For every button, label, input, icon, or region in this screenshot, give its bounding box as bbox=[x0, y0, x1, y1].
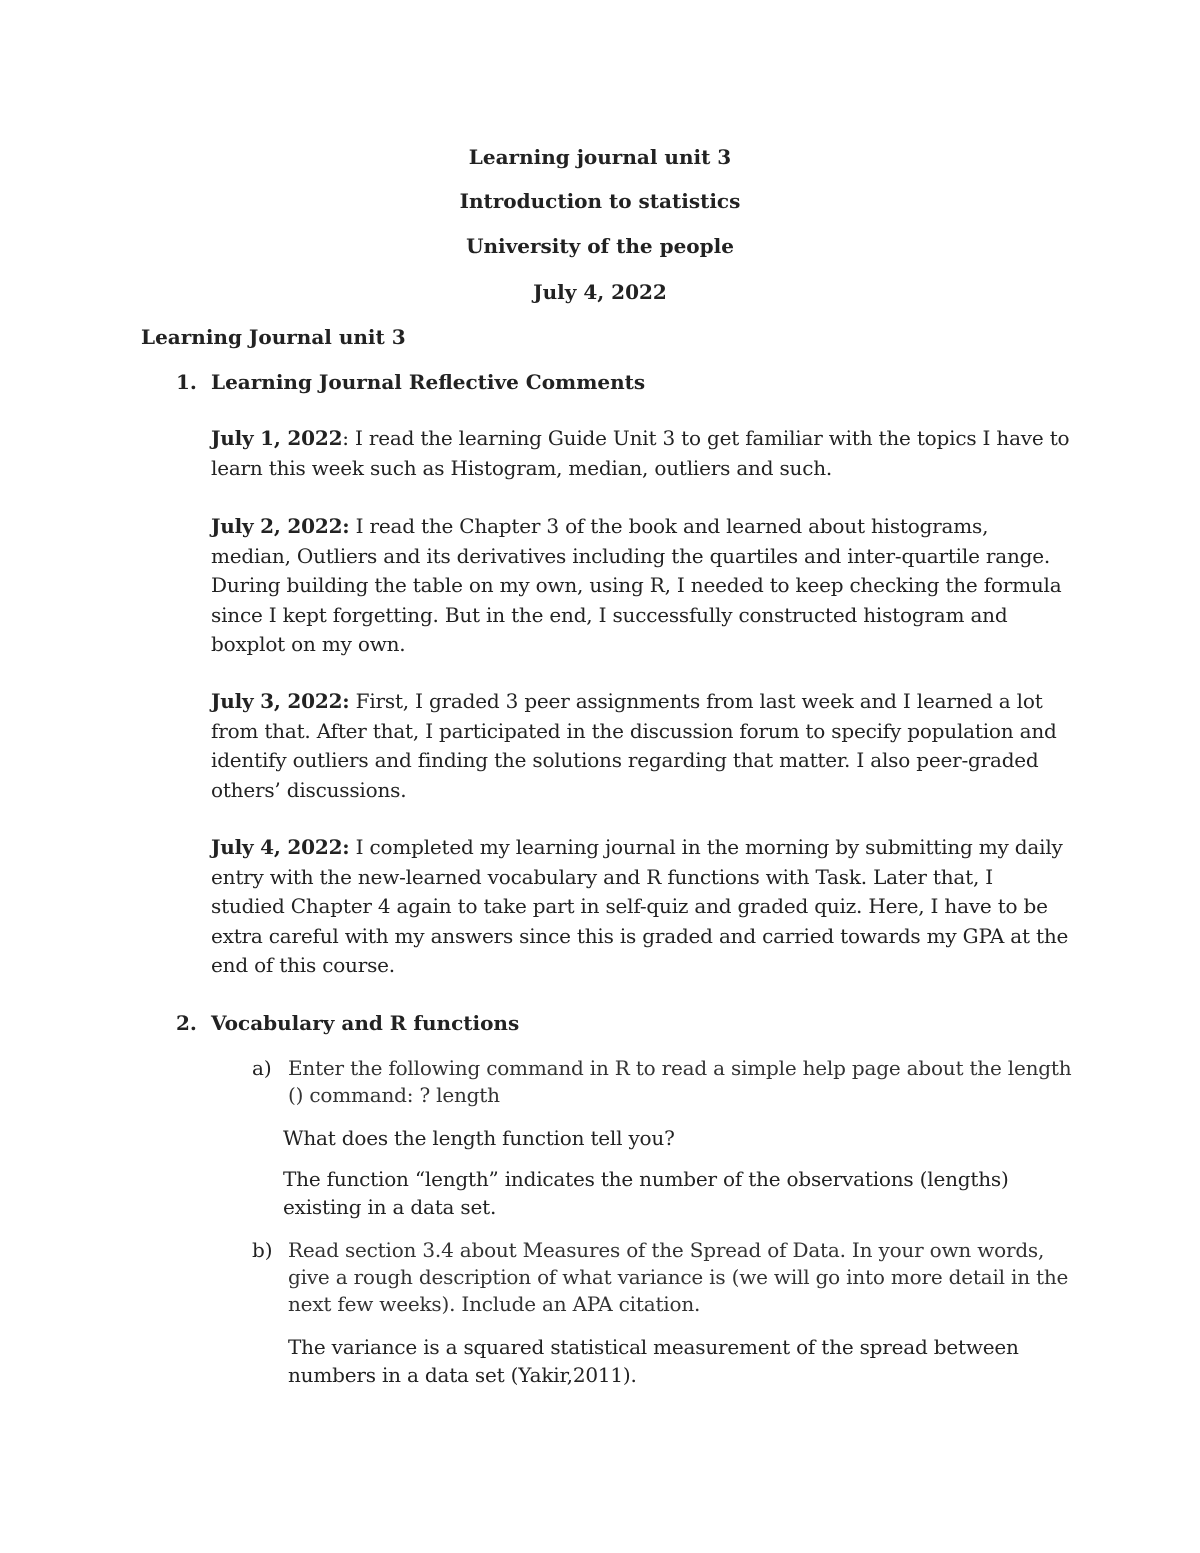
journal-entry bbox=[211, 833, 1071, 981]
journal-entry bbox=[211, 687, 1071, 805]
university-name: University of the people bbox=[466, 234, 734, 258]
entry-separator: : bbox=[342, 426, 349, 450]
item-b-answer: The variance is a squared statistical measurement of the spread between numbers in a data set (Yakir,2011). bbox=[288, 1335, 1019, 1387]
entry-date: July 2, 2022: bbox=[211, 514, 350, 538]
course-name: Introduction to statistics bbox=[459, 189, 741, 213]
item-a-letter: a) bbox=[252, 1056, 272, 1080]
entry-text: First, I graded 3 peer assignments from last week and I learned a lot from that. After that, I participated in the discussion forum to specify population and identify outliers and finding the solutions regarding that matter. I also peer-graded others’ discussions. bbox=[211, 689, 1057, 802]
section-heading: Learning Journal unit 3 bbox=[141, 325, 406, 349]
section2-number: 2. bbox=[176, 1011, 197, 1035]
entry-date: July 3, 2022: bbox=[211, 689, 350, 713]
entry-text: I completed my learning journal in the morning by submitting my daily entry with the new-learned vocabulary and R functions with Task. Later that, I studied Chapter 4 again to take part in self-quiz and graded quiz. Here, I have to be extra careful with my answers since this is graded and carried towards my GPA at the end of this course. bbox=[211, 835, 1069, 977]
entry-text: I read the learning Guide Unit 3 to get familiar with the topics I have to learn this week such as Histogram, median, outliers and such. bbox=[211, 426, 1070, 480]
item-a-prompt: Enter the following command in R to read a simple help page about the length () command: ? length bbox=[288, 1056, 1072, 1107]
document-title: Learning journal unit 3 bbox=[468, 145, 732, 169]
entry-date: July 1, 2022 bbox=[211, 426, 343, 450]
item-b-letter: b) bbox=[252, 1238, 273, 1262]
journal-entry bbox=[211, 424, 1071, 483]
section1-number: 1. bbox=[176, 370, 197, 394]
journal-entry bbox=[211, 512, 1071, 660]
entry-date: July 4, 2022: bbox=[211, 835, 350, 859]
entry-text: I read the Chapter 3 of the book and learned about histograms, median, Outliers and its derivatives including the quartiles and inter-quartile range. During building the table on my own, using R, I needed to keep checking the formula since I kept forgetting. But in the end, I successfully constructed histogram and boxplot on my own. bbox=[211, 514, 1062, 656]
document-date: July 4, 2022 bbox=[533, 280, 667, 304]
item-b-prompt: Read section 3.4 about Measures of the Spread of Data. In your own words, give a rough description of what variance is (we will go into more detail in the next few weeks). Include an APA citation. bbox=[288, 1238, 1069, 1316]
item-a-answer: The function “length” indicates the number of the observations (lengths) existing in a data set. bbox=[283, 1167, 1009, 1219]
item-a-question: What does the length function tell you? bbox=[283, 1126, 675, 1150]
section2-title: Vocabulary and R functions bbox=[211, 1011, 520, 1035]
section1-title: Learning Journal Reflective Comments bbox=[211, 370, 646, 394]
